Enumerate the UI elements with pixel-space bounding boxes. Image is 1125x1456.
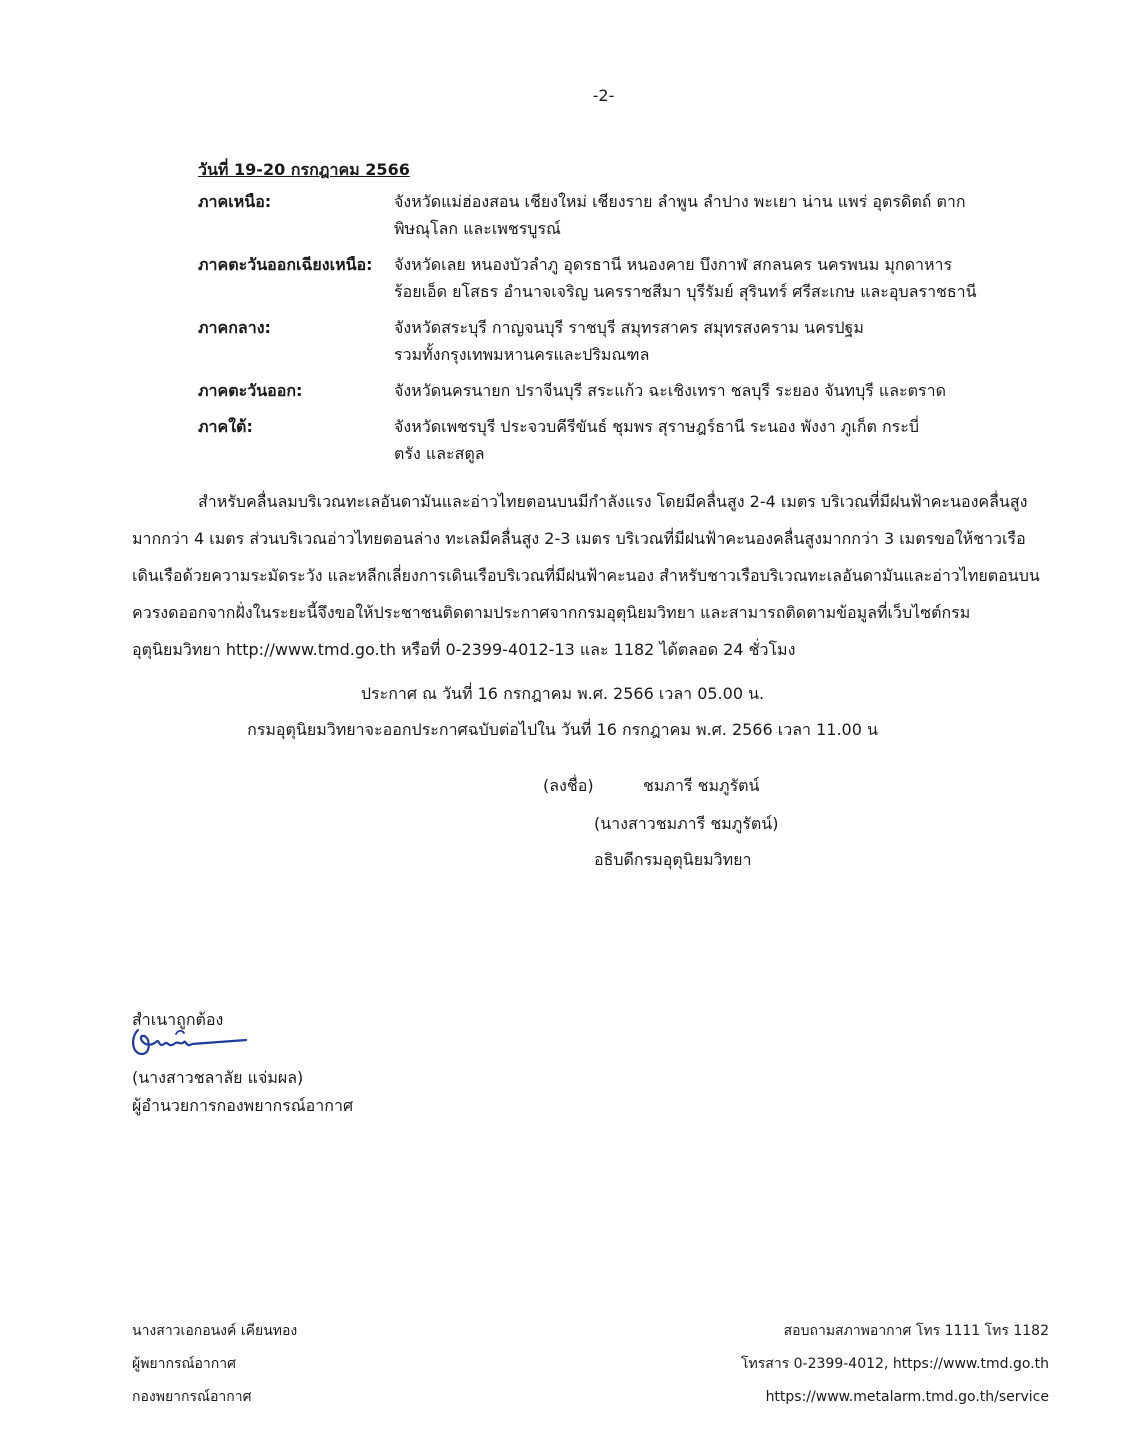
region-label: ภาคตะวันออก: <box>198 381 303 400</box>
region-row-south <box>198 413 998 467</box>
next-announcement: กรมอุตุนิยมวิทยาจะออกประกาศฉบับต่อไปใน วันที่ 16 กรกฎาคม พ.ศ. 2566 เวลา 11.00 น <box>247 720 878 739</box>
certifier-position: ผู้อำนวยการกองพยากรณ์อากาศ <box>132 1096 354 1115</box>
paragraph-line: เดินเรือด้วยความระมัดระวัง และหลีกเลี่ยงการเดินเรือบริเวณที่มีฝนฟ้าคะนอง สำหรับชาวเรือบริเวณทะเลอันดามันและอ่าวไทยตอนบน <box>132 566 1040 585</box>
forecaster-role: ผู้พยากรณ์อากาศ <box>132 1356 236 1372</box>
signatory-full-name: (นางสาวชมภารี ชมภูรัตน์) <box>594 814 779 833</box>
region-label: ภาคตะวันออกเฉียงเหนือ: <box>198 255 373 274</box>
region-row-northeast <box>198 251 998 305</box>
region-provinces: จังหวัดแม่ฮ่องสอน เชียงใหม่ เชียงราย ลำพูน ลำปาง พะเยา น่าน แพร่ อุตรดิตถ์ ตาก พิษณุโลก และเพชรบูรณ์ <box>394 192 966 238</box>
contact-phone: สอบถามสภาพอากาศ โทร 1111 โทร 1182 <box>783 1323 1049 1339</box>
region-row-north <box>198 188 998 242</box>
announcement-date: ประกาศ ณ วันที่ 16 กรกฎาคม พ.ศ. 2566 เวลา 05.00 น. <box>360 684 765 703</box>
region-provinces: จังหวัดเลย หนองบัวลำภู อุดรธานี หนองคาย บึงกาฬ สกลนคร นครพนม มุกดาหาร ร้อยเอ็ด ยโสธร อำนาจเจริญ นครราชสีมา บุรีรัมย์ สุรินทร์ ศรีสะเกษ และอุบลราชธานี <box>394 255 977 301</box>
forecaster-name: นางสาวเอกอนงค์ เคียนทอง <box>132 1323 298 1339</box>
date-heading: วันที่ 19-20 กรกฎาคม 2566 <box>198 160 410 179</box>
region-label: ภาคใต้: <box>198 417 253 436</box>
certifier-name: (นางสาวชลาลัย แจ่มผล) <box>132 1068 304 1087</box>
contact-fax-website: โทรสาร 0-2399-4012, https://www.tmd.go.th <box>741 1356 1049 1372</box>
region-row-east <box>198 377 998 404</box>
signed-label: (ลงชื่อ) <box>543 776 594 795</box>
region-list <box>198 188 998 476</box>
paragraph-line: มากกว่า 4 เมตร ส่วนบริเวณอ่าวไทยตอนล่าง ทะเลมีคลื่นสูง 2-3 เมตร บริเวณที่มีฝนฟ้าคะนองคลื่นสูงมากกว่า 3 เมตรขอให้ชาวเรือ <box>132 529 1026 548</box>
paragraph-line: ควรงดออกจากฝั่งในระยะนี้จึงขอให้ประชาชนติดตามประกาศจากกรมอุตุนิยมวิทยา และสามารถติดตามข้อมูลที่เว็บไซต์กรม <box>132 603 971 622</box>
footer-contact <box>741 1315 1049 1414</box>
certified-copy-block <box>132 1006 353 1120</box>
footer-forecaster <box>132 1315 297 1414</box>
region-label: ภาคกลาง: <box>198 318 271 337</box>
paragraph-line: อุตุนิยมวิทยา http://www.tmd.go.th หรือที่ 0-2399-4012-13 และ 1182 ได้ตลอด 24 ชั่วโมง <box>132 640 796 659</box>
region-provinces: จังหวัดนครนายก ปราจีนบุรี สระแก้ว ฉะเชิงเทรา ชลบุรี ระยอง จันทบุรี และตราด <box>394 381 946 400</box>
wave-warning-paragraph <box>132 483 1040 668</box>
certified-copy-label: สำเนาถูกต้อง <box>132 1010 224 1029</box>
region-label: ภาคเหนือ: <box>198 192 272 211</box>
region-provinces: จังหวัดสระบุรี กาญจนบุรี ราชบุรี สมุทรสาคร สมุทรสงคราม นครปฐม รวมทั้งกรุงเทพมหานครและปริมณฑล <box>394 318 864 364</box>
region-row-central <box>198 314 998 368</box>
signed-name: ชมภารี ชมภูรัตน์ <box>643 776 760 795</box>
paragraph-line: สำหรับคลื่นลมบริเวณทะเลอันดามันและอ่าวไทยตอนบนมีกำลังแรง โดยมีคลื่นสูง 2-4 เมตร บริเวณที่มีฝนฟ้าคะนองคลื่นสูง <box>198 492 1028 511</box>
region-provinces: จังหวัดเพชรบุรี ประจวบคีรีขันธ์ ชุมพร สุราษฎร์ธานี ระนอง พังงา ภูเก็ต กระบี่ ตรัง และสตูล <box>394 417 920 463</box>
forecaster-division: กองพยากรณ์อากาศ <box>132 1389 252 1405</box>
signature-space <box>132 1034 353 1064</box>
signatory-position: อธิบดีกรมอุตุนิยมวิทยา <box>594 850 752 869</box>
contact-service-url: https://www.metalarm.tmd.go.th/service <box>765 1389 1049 1405</box>
page-number: -2- <box>592 86 615 105</box>
